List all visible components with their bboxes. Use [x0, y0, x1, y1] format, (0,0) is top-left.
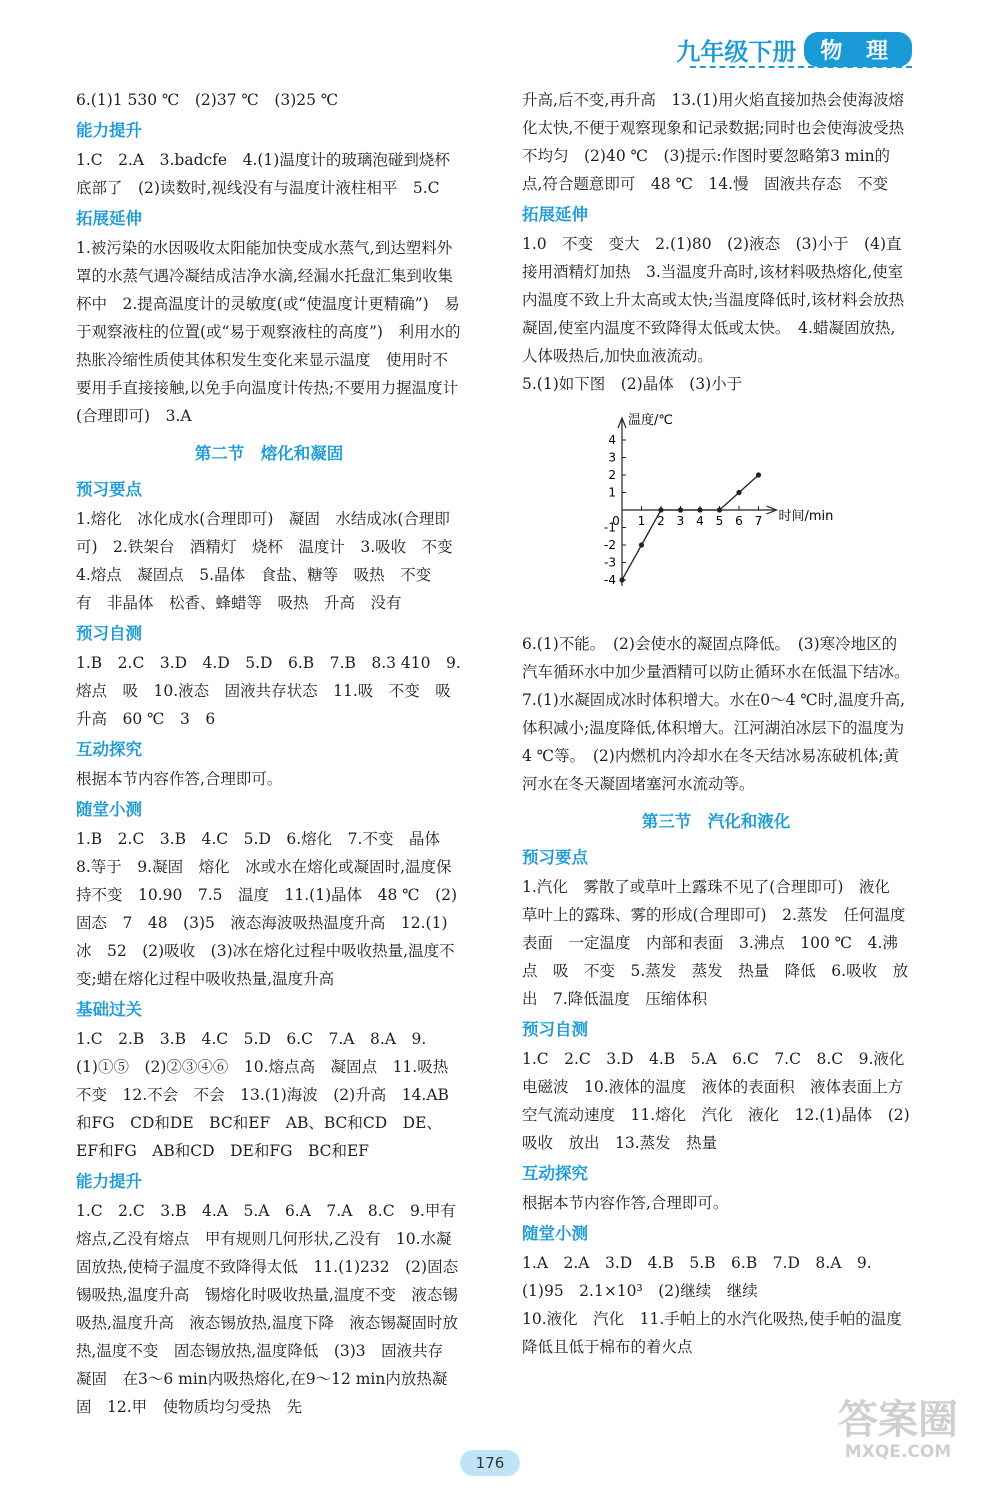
y-tick-label: 2 — [608, 468, 616, 482]
answer-paragraph: 1.C 2.A 3.badcfe 4.(1)温度计的玻璃泡碰到烧杯底部了 (2)读数时,视线没有与温度计液柱相平 5.C — [76, 151, 450, 197]
page-number: 176 — [460, 1450, 520, 1476]
answer-paragraph: 1.B 2.C 3.B 4.C 5.D 6.熔化 7.不变 晶体 8.等于 9.凝固 熔化 冰或水在熔化或凝固时,温度保持不变 10.90 7.5 温度 11.(1)晶体 48 ℃ (2)固态 7 48 (3)5 液态海波吸热温度升高 12.(1)冰 52 (2)吸收 (3)冰在熔化过程中吸收热量,温度不变;蜡在熔化过程中吸收热量,温度升高 — [76, 830, 458, 988]
answer-paragraph: 根据本节内容作答,合理即可。 — [522, 1194, 729, 1212]
x-tick-label: 5 — [715, 514, 724, 528]
subject-badge: 物 理 — [804, 32, 912, 67]
section-heading: 预习自测 — [76, 624, 142, 643]
x-tick-label: 2 — [657, 514, 665, 528]
page-header — [676, 32, 912, 67]
x-tick-label: 4 — [696, 514, 704, 528]
x-tick-label: 1 — [637, 514, 646, 528]
y-tick-label: 3 — [608, 450, 616, 465]
answer-paragraph: 1.0 不变 变大 2.(1)80 (2)液态 (3)小于 (4)直接用酒精灯加热 3.当温度升高时,该材料吸热熔化,使室内温度不致上升太高或太快;当温度降低时,该材料会放热凝固,使室内温度不致降得太低或太快。 4.蜡凝固放热,人体吸热后,加快血液流动。 — [522, 235, 905, 365]
temperature-time-chart — [522, 398, 910, 630]
data-point — [619, 577, 624, 582]
section-heading: 互动探究 — [76, 740, 142, 759]
y-tick-label: 4 — [608, 433, 616, 447]
section-heading: 互动探究 — [522, 1164, 588, 1183]
data-point — [639, 542, 644, 547]
answer-paragraph: 根据本节内容作答,合理即可。 — [76, 770, 283, 788]
left-column — [76, 86, 469, 1421]
chapter-title: 第三节 汽化和液化 — [641, 812, 791, 831]
data-point — [658, 507, 663, 512]
answer-paragraph: 1.C 2.B 3.B 4.C 5.D 6.C 7.A 8.A 9.(1)①⑤ (2)②③④⑥ 10.熔点高 凝固点 11.吸热 不变 12.不会 不会 13.(1)海波 (2)升高 14.AB和FG CD和DE BC和EF AB、BC和CD DE、EF和FG AB和CD DE和FG BC和EF — [76, 1030, 464, 1160]
answer-paragraph: 1.C 2.C 3.D 4.B 5.A 6.C 7.C 8.C 9.液化 电磁波 10.液体的温度 液体的表面积 液体表面上方空气流动速度 11.熔化 汽化 液化 12.(1)晶体 (2)吸收 放出 13.蒸发 热量 — [522, 1050, 920, 1152]
answer-paragraph: 5.(1)如下图 (2)晶体 (3)小于 — [522, 375, 743, 393]
section-heading: 基础过关 — [76, 1000, 142, 1019]
answer-paragraph: 6.(1)不能。 (2)会使水的凝固点降低。 (3)寒冷地区的汽车循环水中加少量酒精可以防止循环水在低温下结冰。 7.(1)水凝固成冰时体积增大。水在0～4 ℃时,温度升高,体积减小;温度降低,体积增大。江河湖泊冰层下的温度为4 ℃等。 (2)内燃机内冷却水在冬天结冰易冻破机体;黄河水在冬天凝固堵塞河水流动等。 — [522, 635, 918, 793]
x-tick-label: 6 — [735, 514, 743, 528]
answer-paragraph: 1.汽化 雾散了或草叶上露珠不见了(合理即可) 液化 草叶上的露珠、雾的形成(合理即可) 2.蒸发 任何温度 表面 一定温度 内部和表面 3.沸点 100 ℃ 4.沸点 吸 不变 5.蒸发 蒸发 热量 降低 6.吸收 放出 7.降低温度 压缩体积 — [522, 878, 921, 1008]
section-heading: 预习要点 — [76, 480, 142, 499]
chapter-title: 第二节 熔化和凝固 — [194, 444, 344, 463]
right-column — [522, 86, 921, 1361]
y-tick-label: -2 — [604, 538, 616, 552]
watermark-url: MXQE.COM — [844, 1442, 952, 1462]
y-tick-label: 1 — [608, 485, 616, 500]
x-axis-label: 时间/min — [778, 509, 834, 524]
answer-paragraph: 10.液化 汽化 11.手帕上的水汽化吸热,使手帕的温度降低且低于棉布的着火点 — [522, 1310, 902, 1356]
answer-paragraph: 1.C 2.C 3.B 4.A 5.A 6.A 7.A 8.C 9.甲有熔点,乙没有熔点 甲有规则几何形状,乙没有 10.水凝固放热,使椅子温度不致降得太低 11.(1)232 (2)固态锡吸热,温度升高 锡熔化时吸收热量,温度不变 液态锡吸热,温度升高 液态锡放热,温度下降 液态锡凝固时放热,温度不变 固态锡放热,温度降低 (3)3 固液共存 凝固 在3～6 min内吸热熔化,在9～12 min内放热凝固 12.甲 使物质均匀受热 先 — [76, 1202, 459, 1416]
data-point — [697, 507, 702, 512]
data-point — [736, 490, 741, 495]
y-tick-label: -4 — [604, 573, 616, 587]
answer-paragraph: 升高,后不变,再升高 13.(1)用火焰直接加热会使海波熔化太快,不便于观察现象和记录数据;同时也会使海波受热不均匀 (2)40 ℃ (3)提示:作图时要忽略第3 min的点,符合题意即可 48 ℃ 14.慢 固液共存态 不变 — [522, 91, 905, 193]
section-heading: 拓展延伸 — [522, 205, 588, 224]
section-heading: 能力提升 — [76, 1172, 142, 1191]
section-heading: 拓展延伸 — [76, 209, 142, 228]
x-tick-label: 3 — [676, 514, 685, 528]
y-axis-label: 温度/℃ — [628, 413, 673, 428]
data-point — [756, 472, 761, 477]
answer-paragraph: 1.被污染的水因吸收太阳能加快变成水蒸气,到达塑料外罩的水蒸气遇冷凝结成洁净水滴,经漏水托盘汇集到收集杯中 2.提高温度计的灵敏度(或“使温度计更精确”) 易于观察液柱的位置(或“易于观察液柱的高度”) 利用水的热胀冷缩性质使其体积发生变化来显示温度 使用时不要用手直接接触,以免手向温度计传热;不要用力握温度计(合理即可) 3.A — [76, 239, 461, 425]
section-heading: 能力提升 — [76, 121, 142, 140]
grade-label: 九年级下册 — [676, 37, 797, 66]
y-tick-label: -1 — [604, 520, 616, 535]
watermark-main: 答案圈 — [838, 1397, 958, 1443]
data-point — [678, 507, 683, 512]
section-heading: 预习要点 — [522, 848, 588, 867]
section-heading: 随堂小测 — [522, 1224, 588, 1243]
answer-paragraph: 1.熔化 冰化成水(合理即可) 凝固 水结成冰(合理即可) 2.铁架台 酒精灯 烧杯 温度计 3.吸收 不变 4.熔点 凝固点 5.晶体 食盐、糖等 吸热 不变 有 非晶体 松香、蜂蜡等 吸热 升高 没有 — [76, 510, 469, 612]
answer-paragraph: 1.A 2.A 3.D 4.B 5.B 6.B 7.D 8.A 9.(1)95 2.1×10³ (2)继续 继续 — [522, 1254, 872, 1300]
watermark-logo — [808, 1398, 988, 1462]
header-divider — [690, 66, 912, 68]
section-heading: 随堂小测 — [76, 800, 142, 819]
y-tick-label: -3 — [604, 555, 616, 570]
section-heading: 预习自测 — [522, 1020, 588, 1039]
chart-container — [522, 398, 910, 630]
x-tick-label: 0 — [612, 514, 620, 528]
answer-paragraph: 1.B 2.C 3.D 4.D 5.D 6.B 7.B 8.3 410 9.熔点 吸 10.液态 固液共存状态 11.吸 不变 吸 升高 60 ℃ 3 6 — [76, 654, 467, 728]
x-tick-label: 7 — [754, 514, 763, 528]
data-point — [717, 507, 722, 512]
answer-paragraph: 6.(1)1 530 ℃ (2)37 ℃ (3)25 ℃ — [76, 91, 339, 109]
